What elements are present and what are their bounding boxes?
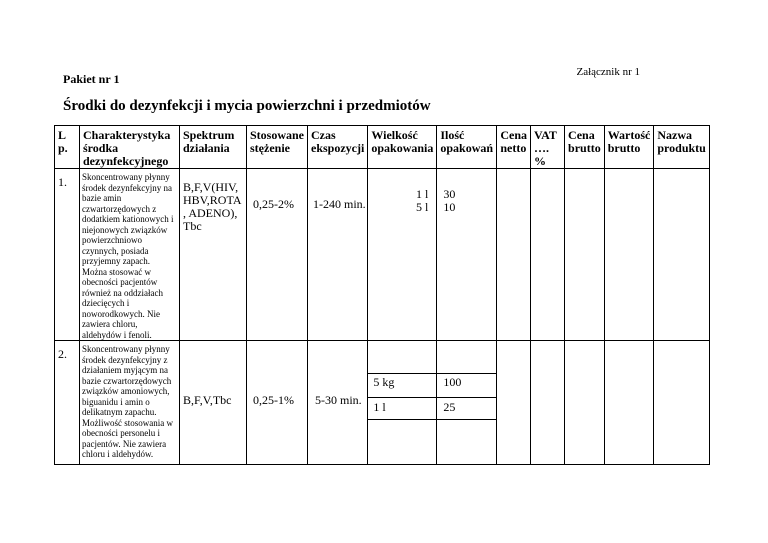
net-price-cell <box>497 169 531 341</box>
package-label: Pakiet nr 1 <box>63 72 120 86</box>
header-product-name: Nazwa produktu <box>654 126 709 169</box>
gross-price-cell <box>565 169 605 341</box>
quantity-cell <box>437 169 497 341</box>
exposure-time-cell <box>308 341 368 465</box>
product-description: Skoncentrowany płynny środek dezynfekcyjny na bazie amin czwartorzędowych z dodatkiem kationowych i niejonowych związków powierzchniowo czynnych, posiada przyjemny zapach. Można stosować w obecności pacjentów również na oddziałach dziecięcych i noworodkowych. Nie zawiera chloru, aldehydów i fenoli. <box>80 169 180 341</box>
concentration-cell <box>247 341 308 465</box>
spectrum-value: B,F,V,Tbc <box>183 393 232 407</box>
concentration-value: 0,25-1% <box>253 393 294 407</box>
gross-price-cell <box>565 341 605 465</box>
vat-cell <box>531 341 565 465</box>
header-net-price: Cena netto <box>497 126 531 169</box>
row-number: 1. <box>55 169 80 341</box>
header-spectrum: Spektrum działania <box>180 126 247 169</box>
exposure-time-cell <box>308 169 368 341</box>
net-price-cell <box>497 341 531 465</box>
row-number: 2. <box>55 341 80 465</box>
table-header-row <box>55 126 710 169</box>
table-row <box>55 341 710 465</box>
quantity-value: 25 <box>443 400 456 414</box>
gross-value-cell <box>604 169 654 341</box>
package-size-value: 1 l <box>373 400 386 414</box>
quantity-value: 30 <box>443 187 456 201</box>
header-gross-price: Cena brutto <box>565 126 605 169</box>
header-exposure-time: Czas ekspozycji <box>308 126 368 169</box>
product-description: Skoncentrowany płynny środek dezynfekcyjny z działaniem myjącym na bazie czwartorzędowych związków amoniowych, biguanidu i amin o delikatnym zapachu. Możliwość stosowania w obecności personelu i pacjentów. Nie zawiera chloru i aldehydów. <box>80 341 180 465</box>
quantity-value: 10 <box>443 200 456 214</box>
spectrum-cell: B,F,V(HIV, HBV,ROTA , ADENO), Tbc <box>180 169 247 341</box>
quantity-cell <box>437 341 497 465</box>
header-quantity: Ilość opakowań <box>437 126 497 169</box>
vat-cell <box>531 169 565 341</box>
package-size-value: 5 l <box>416 200 429 214</box>
package-size-value: 5 kg <box>373 375 395 389</box>
products-table <box>54 125 710 465</box>
table-row <box>55 169 710 341</box>
gross-value-cell <box>604 341 654 465</box>
header-concentration: Stosowane stężenie <box>247 126 308 169</box>
package-size-cell <box>368 169 437 341</box>
product-name-cell <box>654 341 709 465</box>
quantity-value: 100 <box>443 375 462 389</box>
header-package-size: Wielkość opakowania <box>368 126 437 169</box>
annex-label: Załącznik nr 1 <box>576 66 640 78</box>
exposure-time-value: 5-30 min. <box>315 393 362 407</box>
package-size-value: 1 l <box>416 187 429 201</box>
header-gross-value: Wartość brutto <box>604 126 654 169</box>
document-title: Środki do dezynfekcji i mycia powierzchni i przedmiotów <box>63 98 431 114</box>
concentration-cell <box>247 169 308 341</box>
package-size-cell <box>368 341 437 465</box>
header-lp: L p. <box>55 126 80 169</box>
spectrum-cell <box>180 341 247 465</box>
header-vat: VAT …. % <box>531 126 565 169</box>
product-name-cell <box>654 169 709 341</box>
header-characteristics: Charakterystyka środka dezynfekcyjnego <box>80 126 180 169</box>
exposure-time-value: 1-240 min. <box>313 197 366 211</box>
concentration-value: 0,25-2% <box>253 197 294 211</box>
